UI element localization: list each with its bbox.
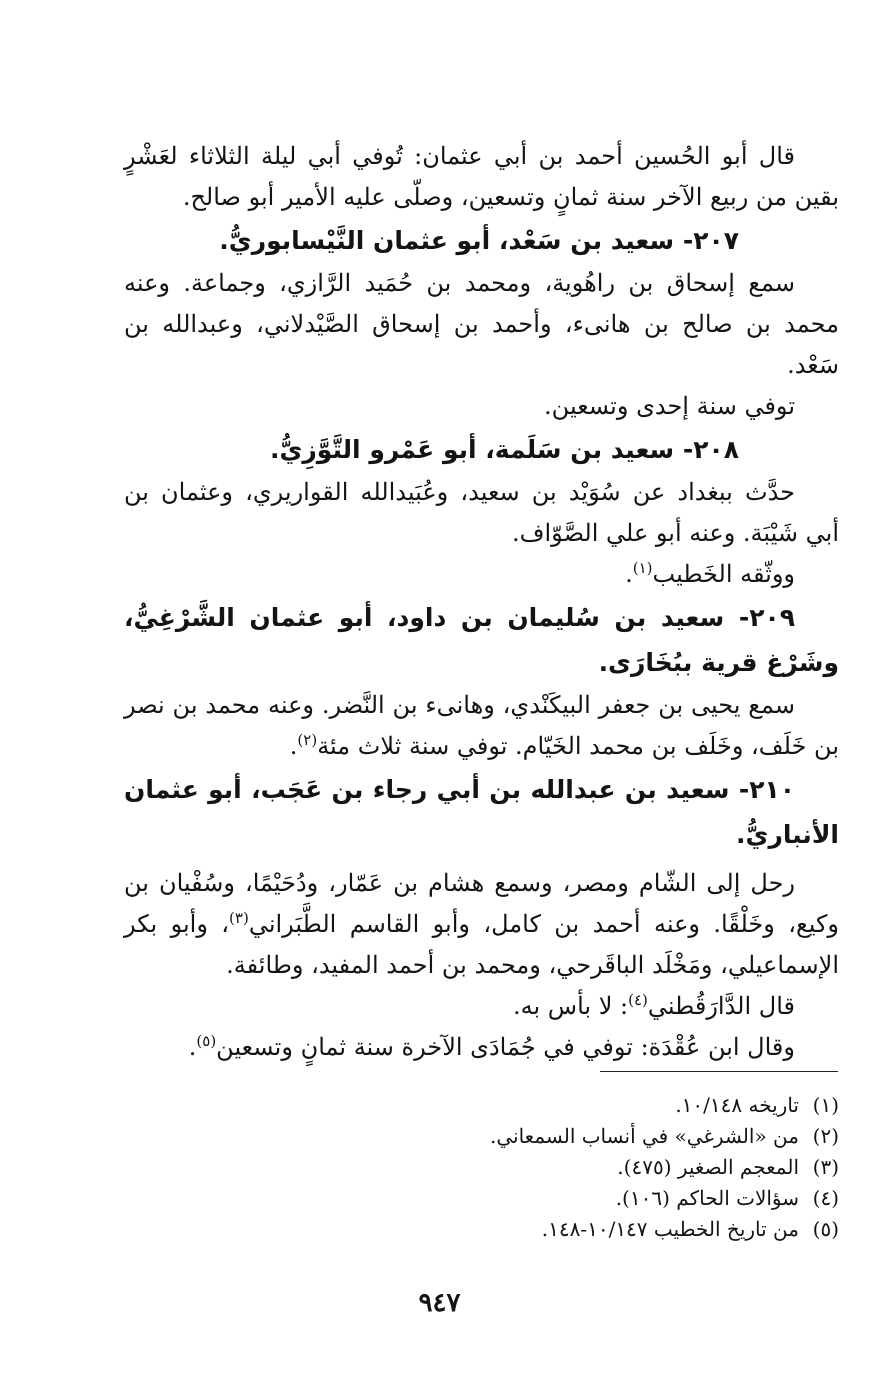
footnote-text: المعجم الصغير (٤٧٥). bbox=[617, 1155, 799, 1179]
paragraph-210-daraqutni bbox=[124, 986, 839, 1027]
footnote-ref-3: (٣) bbox=[229, 909, 249, 927]
paragraph-208-tawthiq-end: . bbox=[625, 560, 633, 588]
paragraph-210-ibn-uqda-a: وقال ابن عُقْدَة: توفي في جُمَادَى الآخرة سنة ثمانٍ وتسعين bbox=[216, 1033, 795, 1061]
paragraph-210-ibn-uqda-b: . bbox=[188, 1033, 197, 1061]
footnote-ref-2: (٢) bbox=[297, 731, 318, 749]
footnote-text: تاريخه ١٠/١٤٨. bbox=[675, 1093, 799, 1117]
paragraph-208-tawthiq-text: ووثّقه الخَطيب bbox=[652, 560, 795, 588]
footnote-text: سؤالات الحاكم (١٠٦). bbox=[615, 1186, 799, 1210]
footnote-divider bbox=[600, 1071, 838, 1072]
paragraph-207-death: توفي سنة إحدى وتسعين. bbox=[544, 392, 795, 420]
footnote-number: (٥) bbox=[812, 1217, 839, 1241]
page-number: ٩٤٧ bbox=[418, 1288, 461, 1318]
footnote-number: (٤) bbox=[812, 1186, 839, 1210]
entry-heading-209: ٢٠٩- سعيد بن سُليمان بن داود، أبو عثمان الشَّرْغِيُّ، وشَرْغ قرية ببُخَارَى. bbox=[124, 603, 839, 677]
footnote bbox=[200, 1183, 839, 1214]
paragraph-210-daraqutni-a: قال الدَّارَقُطني bbox=[647, 992, 795, 1020]
footnotes bbox=[200, 1090, 839, 1245]
footnote-text: من «الشرغي» في أنساب السمعاني. bbox=[489, 1124, 799, 1148]
footnote-ref-1: (١) bbox=[632, 559, 653, 577]
footnote-ref-4: (٤) bbox=[628, 991, 648, 1009]
footnote bbox=[200, 1121, 839, 1152]
entry-heading-207: ٢٠٧- سعيد بن سَعْد، أبو عثمان النَّيْسابوريُّ. bbox=[219, 226, 739, 255]
paragraph-210-daraqutni-b: : لا بأس به. bbox=[513, 992, 629, 1020]
paragraph-209-narrators bbox=[124, 685, 839, 767]
paragraph-intro: قال أبو الحُسين أحمد بن أبي عثمان: تُوفي أبي ليلة الثلاثاء لعَشْرٍ بقين من ربيع الآخر سنة ثمانٍ وتسعين، وصلّى عليه الأمير أبو صالح. bbox=[124, 142, 839, 211]
paragraph-210-narrators bbox=[124, 863, 839, 986]
paragraph-209-text: سمع يحيى بن جعفر البيكَنْدي، وهانىء بن النَّضر. وعنه محمد بن نصر بن خَلَف، وخَلَف بن محمد الخَيّام. توفي سنة ثلاث مئة bbox=[124, 691, 839, 760]
footnote-number: (٢) bbox=[812, 1124, 839, 1148]
paragraph-207-narrators: سمع إسحاق بن راهُوية، ومحمد بن حُمَيد الرَّازي، وجماعة. وعنه محمد بن صالح بن هانىء، وأحمد بن إسحاق الصَّيْدلاني، وعبدالله بن سَعْد. bbox=[124, 269, 839, 379]
paragraph-210-ibn-uqda bbox=[124, 1027, 839, 1068]
paragraph-210-text-b: ، وأبو بكر الإسماعيلي، ومَخْلَد الباقَرحي، ومحمد بن أحمد المفيد، وطائفة. bbox=[124, 910, 839, 979]
entry-heading-210: ٢١٠- سعيد بن عبدالله بن أبي رجاء بن عَجَب، أبو عثمان الأنباريُّ. bbox=[124, 775, 839, 849]
footnote bbox=[200, 1090, 839, 1121]
main-text bbox=[124, 136, 839, 1068]
footnote-text: من تاريخ الخطيب ١٠/١٤٧-١٤٨. bbox=[541, 1217, 799, 1241]
footnote-ref-5: (٥) bbox=[196, 1032, 217, 1050]
footnote bbox=[200, 1152, 839, 1183]
footnote bbox=[200, 1214, 839, 1245]
footnote-number: (٣) bbox=[812, 1155, 839, 1179]
paragraph-209-end: . bbox=[289, 732, 298, 760]
paragraph-210-text-a: رحل إلى الشّام ومصر، وسمع هشام بن عَمّار، ودُحَيْمًا، وسُفْيان بن وكيع، وخَلْقًا. وعنه أحمد بن كامل، وأبو القاسم الطَّبَراني bbox=[124, 869, 840, 938]
paragraph-208-tawthiq bbox=[124, 554, 839, 595]
paragraph-208-narrators: حدَّث ببغداد عن سُوَيْد بن سعيد، وعُبَيدالله القواريري، وعثمان بن أبي شَيْبَة. وعنه أبو علي الصَّوّاف. bbox=[124, 478, 839, 547]
footnote-number: (١) bbox=[812, 1093, 839, 1117]
entry-heading-208: ٢٠٨- سعيد بن سَلَمة، أبو عَمْرو التَّوَّزِيُّ. bbox=[269, 435, 739, 464]
